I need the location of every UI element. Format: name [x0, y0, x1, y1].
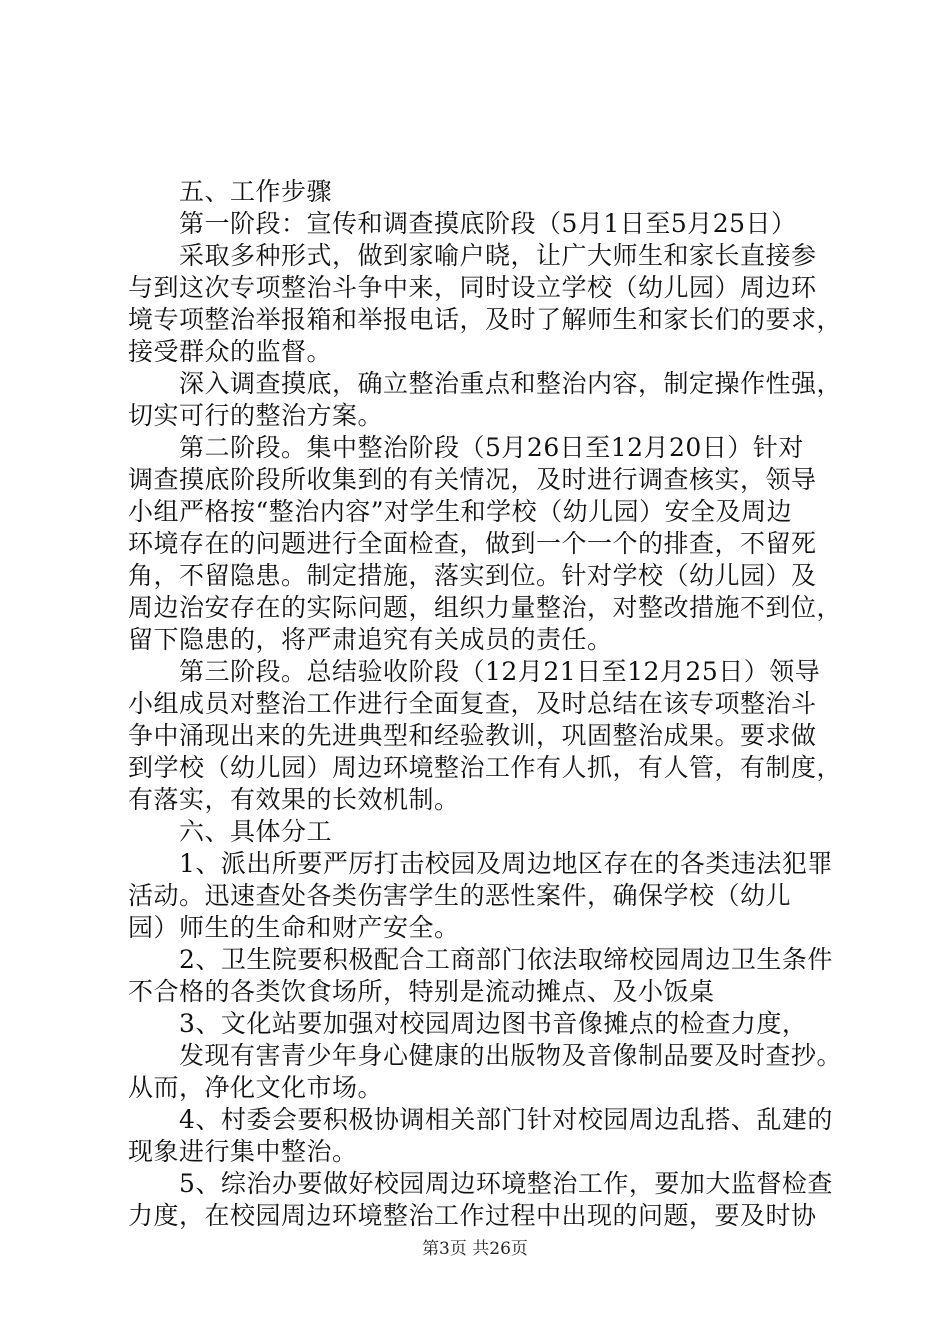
paragraph-line: 采取多种形式，做到家喻户晓，让广大师生和家长直接参 [128, 241, 817, 270]
paragraph-line: 1、派出所要严厉打击校园及周边地区存在的各类违法犯罪 [128, 849, 833, 878]
paragraph-line: 3、文化站要加强对校园周边图书音像摊点的检查力度， [128, 1009, 808, 1038]
paragraph-line: 从而，净化文化市场。 [128, 1073, 384, 1102]
paragraph-line: 2、卫生院要积极配合工商部门依法取缔校园周边卫生条件 [128, 945, 833, 974]
paragraph-line: 环境存在的问题进行全面检查，做到一个一个的排查，不留死 [128, 529, 817, 558]
paragraph-line: 4、村委会要积极协调相关部门针对校园周边乱搭、乱建的 [128, 1105, 833, 1134]
paragraph-line: 发现有害青少年身心健康的出版物及音像制品要及时查抄。 [128, 1041, 843, 1070]
paragraph-line: 到学校（幼儿园）周边环境整治工作有人抓，有人管，有制度， [128, 753, 843, 782]
paragraph-line: 小组严格按“整治内容”对学生和学校（幼儿园）安全及周边 [128, 497, 793, 526]
stage-heading: 第三阶段。总结验收阶段（12月21日至12月25日）领导 [128, 657, 821, 686]
stage-heading: 第一阶段：宣传和调查摸底阶段（5月1日至5月25日） [128, 209, 797, 238]
paragraph-line: 争中涌现出来的先进典型和经验教训，巩固整治成果。要求做 [128, 721, 817, 750]
paragraph-line: 5、综治办要做好校园周边环境整治工作，要加大监督检查 [128, 1169, 833, 1198]
paragraph-line: 周边治安存在的实际问题，组织力量整治，对整改措施不到位， [128, 593, 843, 622]
section-heading: 五、工作步骤 [128, 177, 333, 206]
paragraph-line: 现象进行集中整治。 [128, 1137, 358, 1166]
paragraph-line: 力度，在校园周边环境整治工作过程中出现的问题，要及时协 [128, 1201, 817, 1230]
section-heading: 六、具体分工 [128, 817, 333, 846]
paragraph-line: 与到这次专项整治斗争中来，同时设立学校（幼儿园）周边环 [128, 273, 817, 302]
page-number: 第3页 共26页 [422, 1239, 528, 1259]
paragraph-line: 留下隐患的，将严肃追究有关成员的责任。 [128, 625, 613, 654]
paragraph-line: 小组成员对整治工作进行全面复查，及时总结在该专项整治斗 [128, 689, 817, 718]
stage-heading: 第二阶段。集中整治阶段（5月26日至12月20日）针对 [128, 433, 804, 462]
paragraph-line: 深入调查摸底，确立整治重点和整治内容，制定操作性强， [128, 369, 843, 398]
paragraph-line: 角，不留隐患。制定措施，落实到位。针对学校（幼儿园）及 [128, 561, 817, 590]
paragraph-line: 不合格的各类饮食场所，特别是流动摊点、及小饭桌 [128, 977, 715, 1006]
paragraph-line: 园）师生的生命和财产安全。 [128, 913, 460, 942]
paragraph-line: 活动。迅速查处各类伤害学生的恶性案件，确保学校（幼儿 [128, 881, 792, 910]
paragraph-line: 切实可行的整治方案。 [128, 401, 384, 430]
paragraph-line: 调查摸底阶段所收集到的有关情况，及时进行调查核实，领导 [128, 465, 817, 494]
paragraph-line: 有落实，有效果的长效机制。 [128, 785, 460, 814]
paragraph-line: 境专项整治举报箱和举报电话，及时了解师生和家长们的要求， [128, 305, 843, 334]
paragraph-line: 接受群众的监督。 [128, 337, 333, 366]
